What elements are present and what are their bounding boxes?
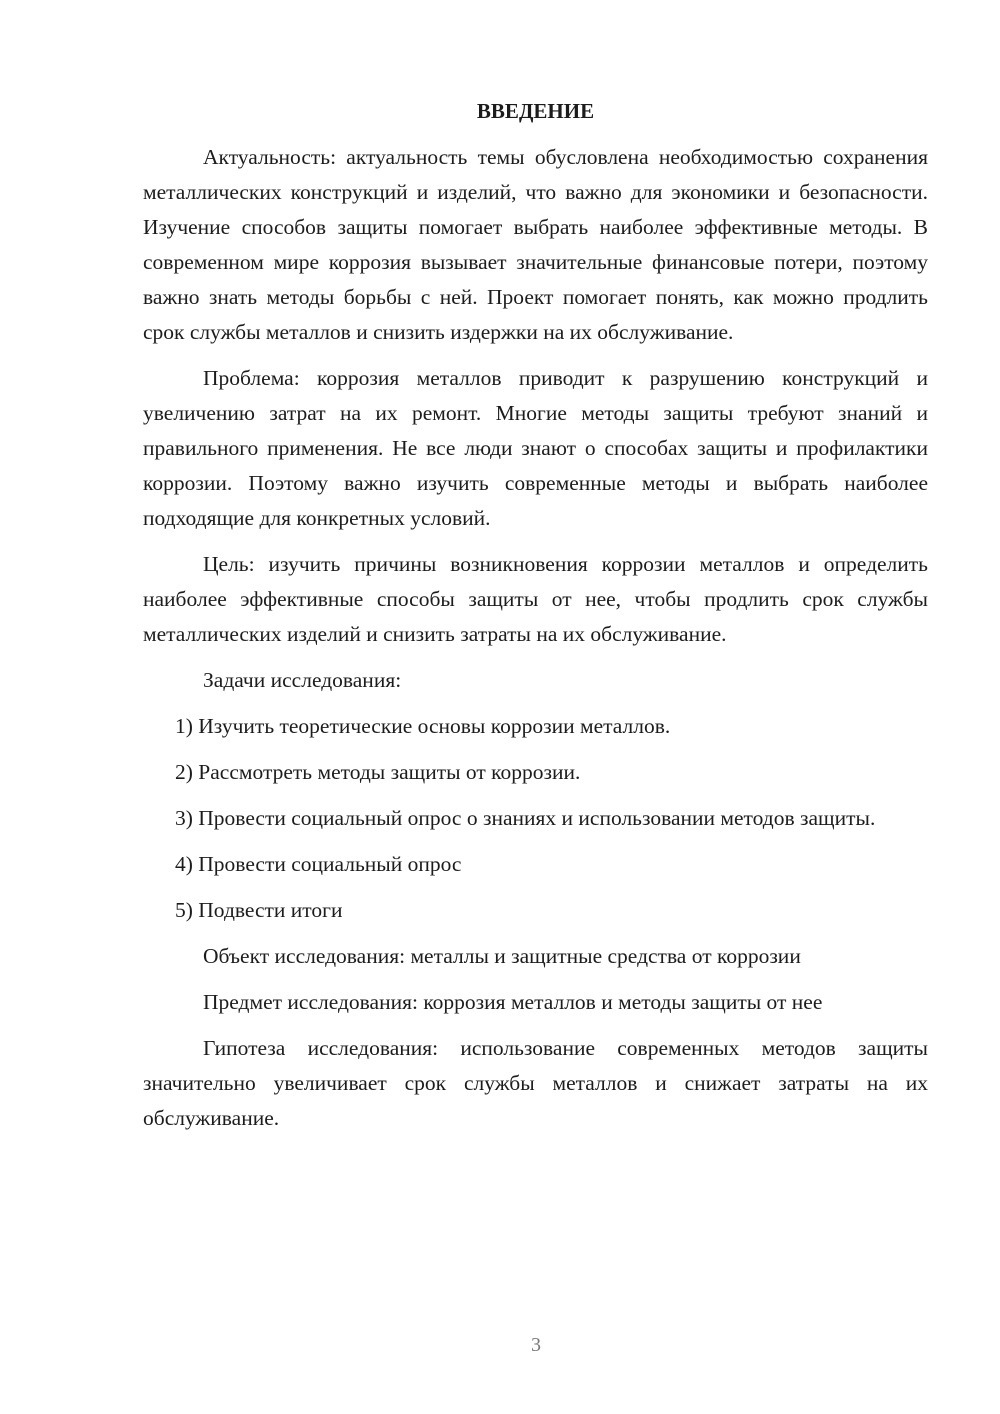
page-number: 3 (531, 1334, 541, 1356)
relevance-paragraph: Актуальность: актуальность темы обусловлена необходимостью сохранения металлических конструкций и изделий, что важно для экономики и безопасности. Изучение способов защиты помогает выбрать наиболее эффективные методы. В современном мире коррозия вызывает значительные финансовые потери, поэтому важно знать методы борьбы с ней. Проект помогает понять, как можно продлить срок службы металлов и снизить издержки на их обслуживание. (143, 145, 928, 344)
document-body (143, 96, 928, 1147)
section-title: ВВЕДЕНИЕ (476, 99, 595, 123)
tasks-heading: Задачи исследования: (203, 668, 402, 692)
hypothesis-paragraph: Гипотеза исследования: использование современных методов защиты значительно увеличивает срок службы металлов и снижает затраты на их обслуживание. (143, 1036, 928, 1130)
problem-paragraph: Проблема: коррозия металлов приводит к разрушению конструкций и увеличению затрат на их ремонт. Многие методы защиты требуют знаний и правильного применения. Не все люди знают о способах защиты и профилактики коррозии. Поэтому важно изучить современные методы и выбрать наиболее подходящие для конкретных условий. (143, 366, 928, 530)
task-item-1: 1) Изучить теоретические основы коррозии металлов. (175, 714, 671, 738)
task-item-3: 3) Провести социальный опрос о знаниях и использовании методов защиты. (175, 806, 876, 830)
research-object: Объект исследования: металлы и защитные средства от коррозии (203, 944, 801, 968)
research-subject: Предмет исследования: коррозия металлов и методы защиты от нее (203, 990, 823, 1014)
goal-paragraph: Цель: изучить причины возникновения коррозии металлов и определить наиболее эффективные способы защиты от нее, чтобы продлить срок службы металлических изделий и снизить затраты на их обслуживание. (143, 552, 928, 646)
task-item-2: 2) Рассмотреть методы защиты от коррозии. (175, 760, 581, 784)
task-item-5: 5) Подвести итоги (175, 898, 343, 922)
task-item-4: 4) Провести социальный опрос (175, 852, 462, 876)
